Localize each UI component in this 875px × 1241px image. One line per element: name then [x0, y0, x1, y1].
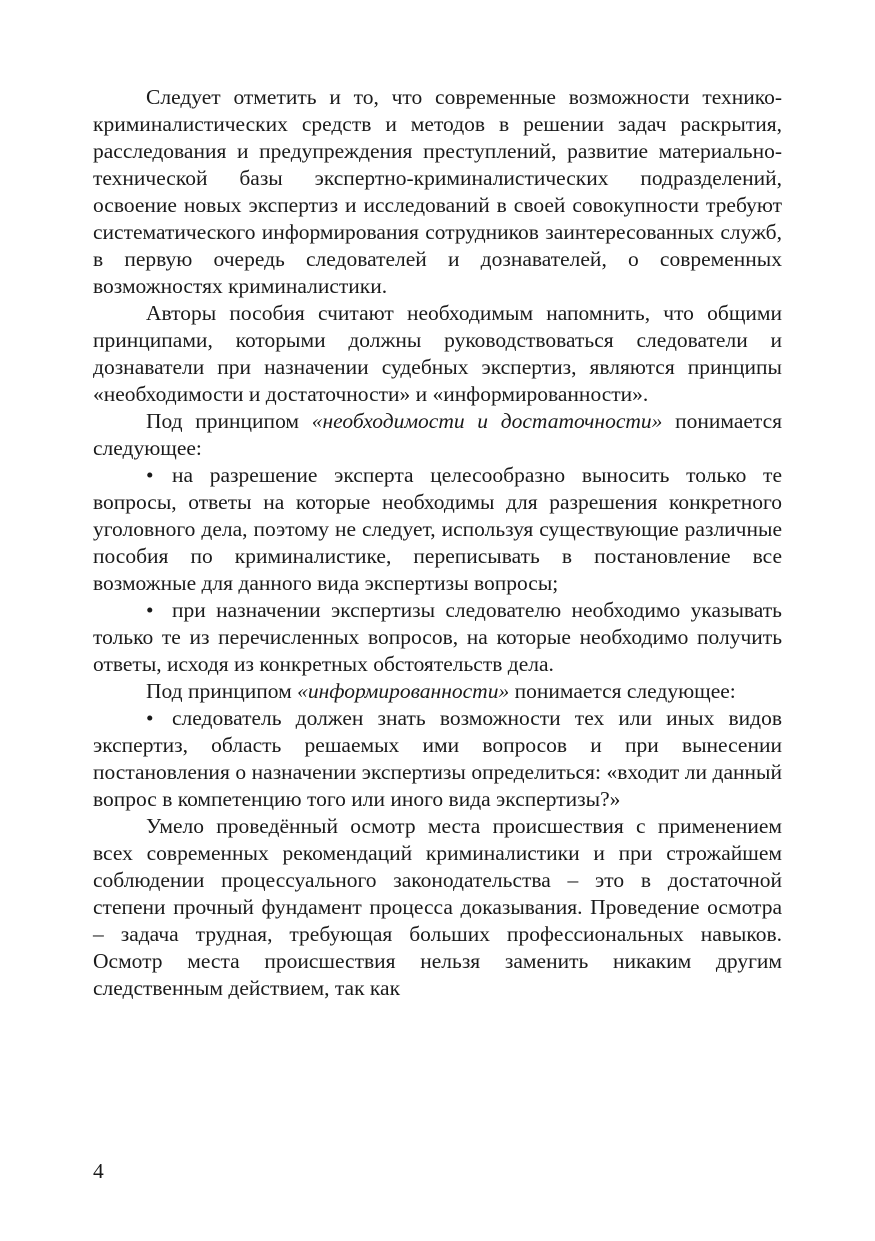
paragraph-1: Следует отметить и то, что современные возможности технико-криминалистических средств и методов в решении задач раскрытия, расследования и предупреждения преступлений, развитие материально- технической базы экспертно-криминалистических подразделений, освоение новых экспертиз и исследований в своей совокупности требуют систематического информирования сотрудников заинтересованных служб, в первую очередь следователей и дознавателей, о современных возможностях криминалистики. — [93, 85, 782, 298]
bullet-icon: • — [146, 463, 154, 487]
bullet-item-1 — [93, 462, 782, 597]
bullet-item-3 — [93, 705, 782, 813]
bullet-item-2 — [93, 597, 782, 678]
paragraph-3-start: Под принципом — [146, 409, 300, 433]
paragraph-4-emphasis: «информированности» — [297, 679, 510, 703]
paragraph-3 — [93, 408, 782, 462]
bullet-item-1-text: на разрешение эксперта целесообразно выносить только те вопросы, ответы на которые необходимы для разрешения конкретного уголовного дела, поэтому не следует, используя существующие различные пособия по криминалистике, переписывать в постановление все возможные для данного вида экспертизы вопросы; — [93, 463, 782, 595]
bullet-icon: • — [146, 706, 154, 730]
paragraph-5: Умело проведённый осмотр места происшествия с применением всех современных рекомендаций криминалистики и при строжайшем соблюдении процессуального законодательства – это в достаточной степени прочный фундамент процесса доказывания. Проведение осмотра – задача трудная, требующая больших профессиональных навыков. Осмотр места происшествия нельзя заменить никаким другим следственным действием, так как — [93, 814, 782, 1000]
page-body — [93, 84, 782, 1002]
paragraph-4-end: понимается следующее: — [514, 679, 736, 703]
paragraph-3-emphasis: «необходимости и достаточности» — [311, 409, 663, 433]
bullet-item-2-text: при назначении экспертизы следователю необходимо указывать только те из перечисленных вопросов, на которые необходимо получить ответы, исходя из конкретных обстоятельств дела. — [93, 598, 782, 676]
paragraph-3-end: понимается следующее: — [93, 409, 783, 460]
bullet-icon: • — [146, 598, 154, 622]
paragraph-2: Авторы пособия считают необходимым напомнить, что общими принципами, которыми должны руководствоваться следователи и дознаватели при назначении судебных экспертиз, являются принципы «необходимости и достаточности» и «информированности». — [93, 301, 782, 406]
paragraph-4 — [93, 678, 782, 705]
bullet-item-3-text: следователь должен знать возможности тех или иных видов экспертиз, область решаемых ими вопросов и при вынесении постановления о назначении экспертизы определиться: «входит ли данный вопрос в компетенцию того или иного вида экспертизы?» — [93, 706, 782, 811]
page-number: 4 — [93, 1159, 104, 1183]
paragraph-4-start: Под принципом — [146, 679, 292, 703]
